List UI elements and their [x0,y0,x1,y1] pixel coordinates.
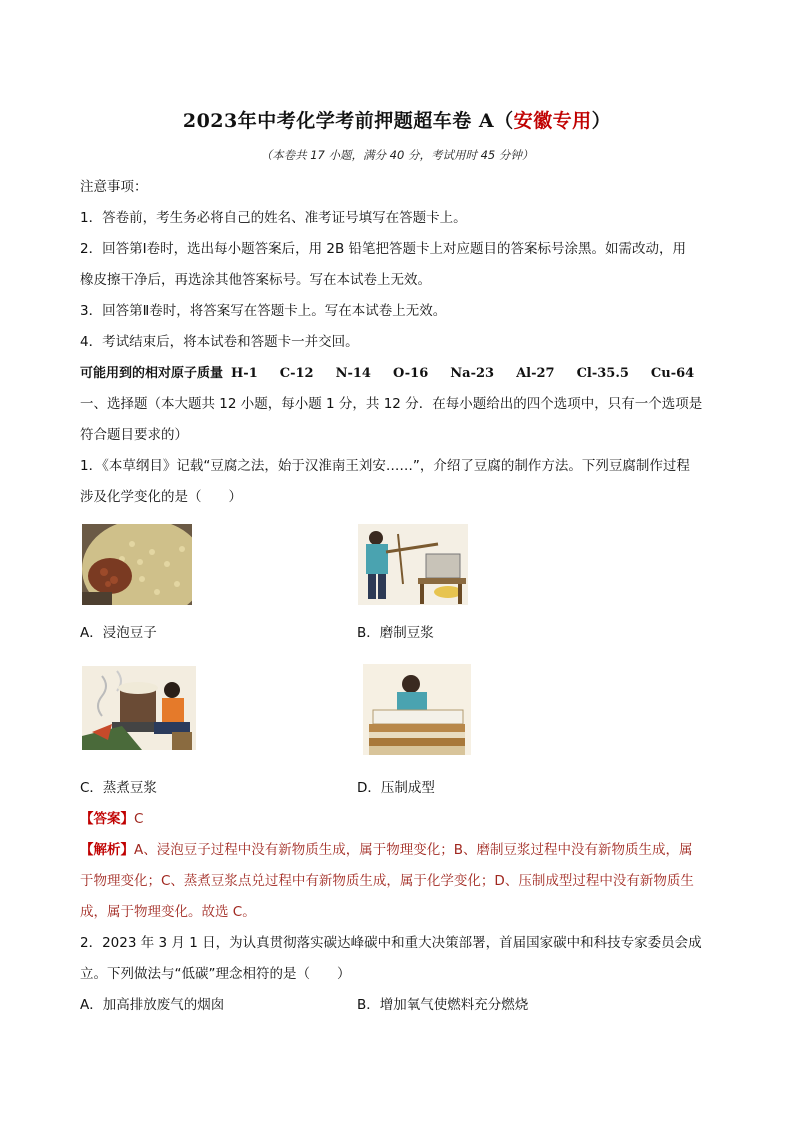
notice-item-2: 2．回答第Ⅰ卷时，选出每小题答案后，用 2B 铅笔把答题卡上对应题目的答案标号涂黑。如需改动，用 [80,241,687,257]
mass-c: C-12 [279,366,314,381]
mass-h: H-1 [231,366,258,381]
notice-heading: 注意事项： [80,179,148,195]
analysis-label: 【解析】 [80,842,134,858]
notice-item-4: 4．考试结束后，将本试卷和答题卡一并交回。 [80,334,359,350]
mass-n: N-14 [335,366,371,381]
mass-na: Na-23 [450,366,495,381]
answer-value: C [134,811,144,827]
title-close: ） [591,110,612,132]
q1-option-c: C．蒸煮豆浆 [80,780,157,796]
q1-option-b: B．磨制豆浆 [357,625,434,641]
mass-o: O-16 [392,366,429,381]
q2-option-b: B．增加氧气使燃料充分燃烧 [357,997,529,1013]
notice-item-1: 1．答卷前，考生务必将自己的姓名、准考证号填写在答题卡上。 [80,210,467,226]
image-pressing-tofu [363,664,471,755]
atomic-masses-label: 可能用到的相对原子质量 [80,366,224,381]
question-2-stem-cont: 立。下列做法与“低碳”理念相符的是（ ） [80,966,351,982]
section-heading: 一、选择题（本大题共 12 小题，每小题 1 分，共 12 分．在每小题给出的四个选项中，只有一个选项是 [80,396,703,412]
q2-option-a: A．加高排放废气的烟囱 [80,997,225,1013]
analysis-line-1: A、浸泡豆子过程中没有新物质生成，属于物理变化；B、磨制豆浆过程中没有新物质生成，属 [134,842,693,858]
title-region: 安徽专用 [513,110,592,132]
answer-label: 【答案】 [80,811,134,827]
analysis-line-2: 于物理变化；C、蒸煮豆浆点兑过程中有新物质生成，属于化学变化；D、压制成型过程中没有新物质生 [80,873,694,889]
image-grinding-soy-milk [358,524,468,605]
title-main: 2023年中考化学考前押题超车卷 A（ [182,110,514,132]
atomic-masses [80,363,720,384]
image-boiling-soy-milk [82,666,196,750]
page-title [0,106,794,133]
notice-item-3: 3．回答第Ⅱ卷时，将答案写在答题卡上。写在本试卷上无效。 [80,303,447,319]
image-soaking-beans [82,524,192,605]
q1-analysis [80,840,720,860]
q1-option-d: D．压制成型 [357,780,435,796]
q1-option-a: A．浸泡豆子 [80,625,157,641]
analysis-line-3: 成，属于物理变化。故选 C。 [80,904,256,920]
mass-cl: Cl-35.5 [576,366,629,381]
page-subtitle: （本卷共 17 小题，满分 40 分，考试用时 45 分钟） [260,148,534,162]
notice-item-2-cont: 橡皮擦干净后，再选涂其他答案标号。写在本试卷上无效。 [80,272,431,288]
question-1-stem-cont: 涉及化学变化的是（ ） [80,489,242,505]
question-2-stem: 2．2023 年 3 月 1 日，为认真贯彻落实碳达峰碳中和重大决策部署，首届国家碳中和科技专家委员会成 [80,935,702,951]
q1-answer [80,809,720,829]
mass-al: Al-27 [516,366,555,381]
mass-cu: Cu-64 [650,366,695,381]
section-heading-cont: 符合题目要求的） [80,427,188,443]
question-1-stem: 1．《本草纲目》记载“豆腐之法，始于汉淮南王刘安……”，介绍了豆腐的制作方法。下列豆腐制作过程 [80,458,690,474]
